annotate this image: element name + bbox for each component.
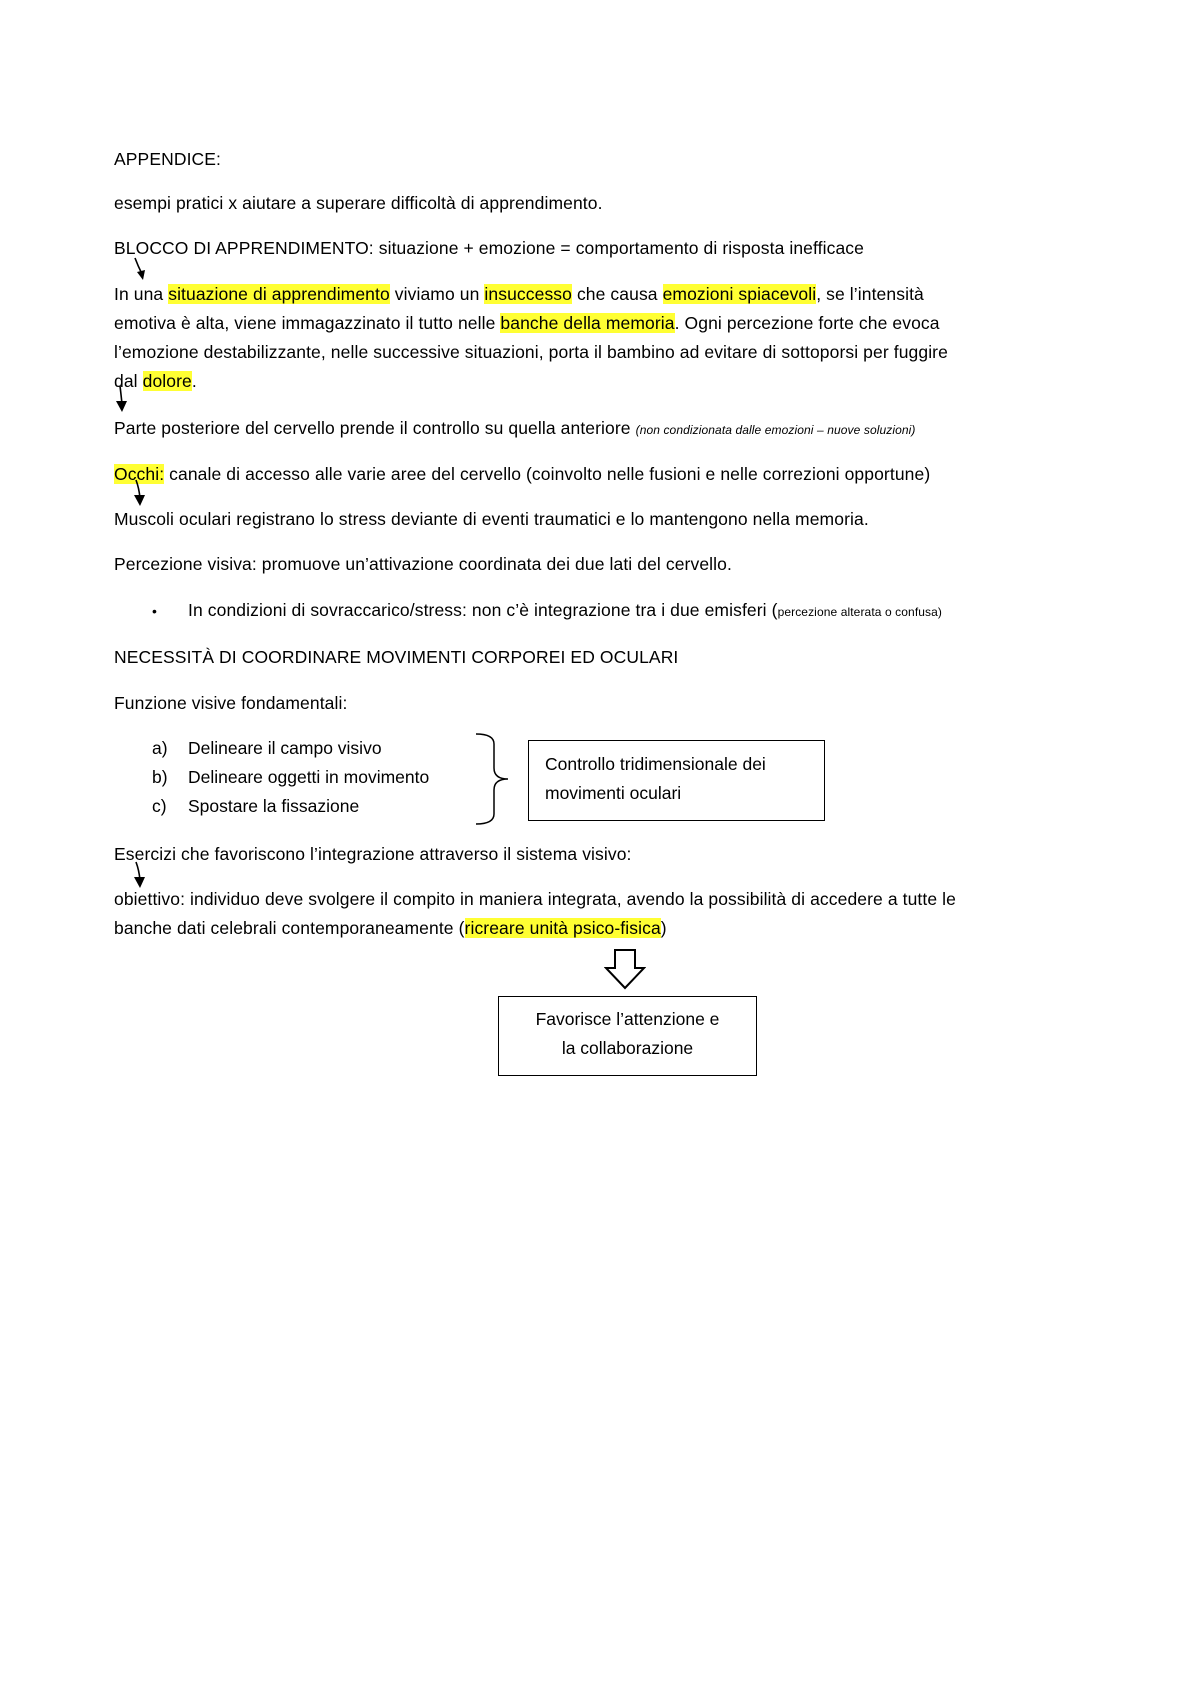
highlight-occhi: Occhi:	[114, 464, 165, 484]
bullet-line: In condizioni di sovraccarico/stress: non c’è integrazione tra i due emisferi (percezione alterata o confusa)	[188, 600, 942, 620]
list-marker: c)	[152, 796, 167, 816]
para1-line3: l’emozione destabilizzante, nelle successive situazioni, porta il bambino ad evitare di sottoporsi per fuggire	[114, 342, 948, 362]
para1-line1: In una situazione di apprendimento viviamo un insuccesso che causa emozioni spiacevoli, se l’intensità	[114, 284, 924, 304]
highlight-insuccesso: insuccesso	[484, 284, 572, 304]
heading: APPENDICE:	[114, 149, 221, 169]
obiettivo-line1: obiettivo: individuo deve svolgere il compito in maniera integrata, avendo la possibilità di accedere a tutte le	[114, 889, 956, 909]
curly-brace-icon	[474, 732, 514, 826]
list-marker: a)	[152, 738, 168, 758]
parte-line: Parte posteriore del cervello prende il controllo su quella anteriore (non condizionata dalle emozioni – nuove soluzioni)	[114, 418, 916, 438]
para1-line2: emotiva è alta, viene immagazzinato il tutto nelle banche della memoria. Ogni percezione forte che evoca	[114, 313, 940, 333]
down-arrow-icon	[132, 478, 152, 508]
necessita-heading: NECESSITÀ DI COORDINARE MOVIMENTI CORPOREI ED OCULARI	[114, 647, 679, 667]
list-marker: b)	[152, 767, 168, 787]
list-item: Delineare oggetti in movimento	[188, 767, 430, 787]
blocco-line: BLOCCO DI APPRENDIMENTO: situazione + emozione = comportamento di risposta inefficace	[114, 238, 864, 258]
highlight-banche: banche della memoria	[500, 313, 675, 333]
down-arrow-icon	[114, 384, 132, 414]
obiettivo-line2: banche dati celebrali contemporaneamente (ricreare unità psico-fisica)	[114, 918, 667, 938]
highlight-situazione: situazione di apprendimento	[168, 284, 390, 304]
percezione-line: Percezione visiva: promuove un’attivazione coordinata dei due lati del cervello.	[114, 554, 732, 574]
hollow-down-arrow-icon	[604, 948, 646, 990]
favorisce-box: Favorisce l’attenzione e la collaborazione	[498, 996, 757, 1076]
list-item: Delineare il campo visivo	[188, 738, 382, 758]
highlight-ricreare: ricreare unità psico-fisica	[464, 918, 661, 938]
para1-line4: dal dolore.	[114, 371, 197, 391]
highlight-emozioni: emozioni spiacevoli	[662, 284, 817, 304]
funzione-line: Funzione visive fondamentali:	[114, 693, 348, 713]
esercizi-line: Esercizi che favoriscono l’integrazione attraverso il sistema visivo:	[114, 844, 632, 864]
highlight-dolore: dolore	[142, 371, 192, 391]
occhi-line: Occhi: canale di accesso alle varie aree del cervello (coinvolto nelle fusioni e nelle correzioni opportune)	[114, 464, 931, 484]
subtitle: esempi pratici x aiutare a superare difficoltà di apprendimento.	[114, 193, 603, 213]
list-item: Spostare la fissazione	[188, 796, 360, 816]
muscoli-line: Muscoli oculari registrano lo stress deviante di eventi traumatici e lo mantengono nella memoria.	[114, 509, 869, 529]
controllo-box: Controllo tridimensionale dei movimenti oculari	[528, 740, 825, 821]
bullet-icon: •	[152, 603, 157, 619]
